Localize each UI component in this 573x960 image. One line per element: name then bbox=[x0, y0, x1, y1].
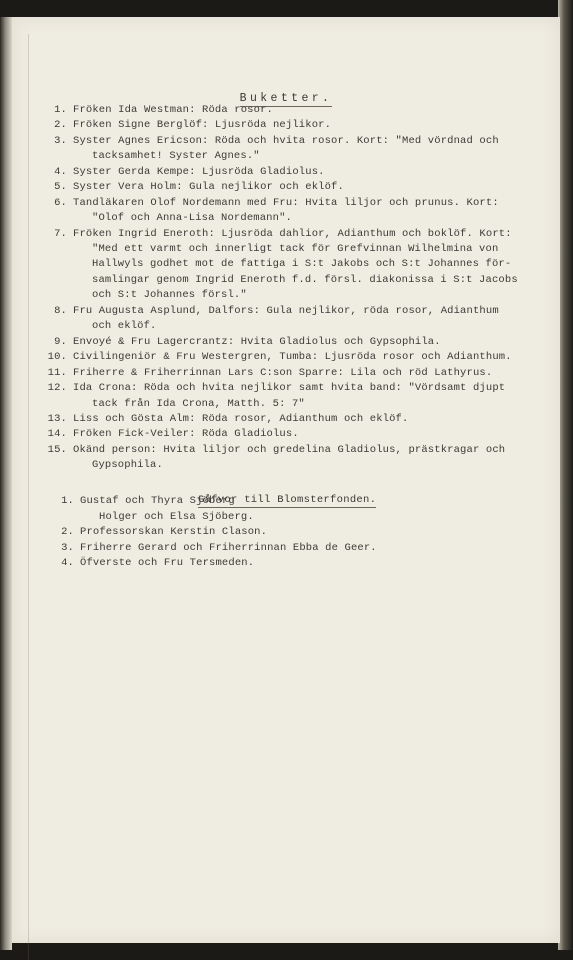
bouquet-entry-number: 14. bbox=[47, 428, 67, 441]
scan-top-edge bbox=[0, 0, 573, 17]
bouquet-entry-line: Fröken Signe Berglöf: Ljusröda nejlikor. bbox=[73, 119, 332, 132]
bouquet-entry-line: Hallwyls godhet mot de fattiga i S:t Jakobs och S:t Johannes för- bbox=[92, 258, 512, 271]
gift-entry-number: 2. bbox=[61, 526, 74, 538]
bouquet-entry-line: "Med ett varmt och innerligt tack för Grefvinnan Wilhelmina von bbox=[92, 243, 499, 256]
bouquet-entry-line: Envoyé & Fru Lagercrantz: Hvita Gladiolus och Gypsophila. bbox=[73, 335, 441, 348]
bouquet-entry-number: 1. bbox=[54, 104, 67, 116]
gift-entry-line: Holger och Elsa Sjöberg. bbox=[99, 510, 254, 523]
bouquet-entry-line: Fru Augusta Asplund, Dalfors: Gula nejlikor, röda rosor, Adianthum bbox=[73, 304, 499, 317]
gift-entry-number: 1. bbox=[61, 495, 74, 507]
bouquet-entry-line: Syster Agnes Ericson: Röda och hvita rosor. Kort: "Med vördnad och bbox=[73, 134, 499, 147]
gift-entry-number: 4. bbox=[61, 557, 74, 569]
gift-entry-line: Gustaf och Thyra Sjöberg bbox=[80, 495, 235, 507]
bouquet-entry-line: Gypsophila. bbox=[92, 459, 163, 472]
bouquet-entry-line: Fröken Fick-Veiler: Röda Gladiolus. bbox=[73, 428, 299, 441]
bouquet-entry-line: Tandläkaren Olof Nordemann med Fru: Hvita liljor och prunus. Kort: bbox=[73, 196, 499, 209]
document-page bbox=[12, 17, 560, 943]
bouquet-entry-line: Syster Gerda Kempe: Ljusröda Gladiolus. bbox=[73, 165, 325, 178]
bouquet-entry-line: samlingar genom Ingrid Eneroth f.d. försl. diakonissa i S:t Jacobs bbox=[92, 273, 518, 286]
bouquet-entry-line: Civilingeniör & Fru Westergren, Tumba: Ljusröda rosor och Adianthum. bbox=[73, 351, 512, 364]
binding-line bbox=[28, 34, 29, 960]
bouquet-entry-number: 5. bbox=[54, 181, 67, 194]
gift-entry-line: Öfverste och Fru Tersmeden. bbox=[80, 557, 255, 569]
gift-entry-number: 3. bbox=[61, 541, 74, 554]
scan-right-edge bbox=[558, 0, 573, 950]
bouquet-entry-line: "Olof och Anna-Lisa Nordemann". bbox=[92, 212, 292, 225]
bouquet-entry-number: 12. bbox=[47, 382, 67, 395]
bouquet-entry-line: Syster Vera Holm: Gula nejlikor och eklöf. bbox=[73, 181, 344, 194]
bouquet-entry-line: tacksamhet! Syster Agnes." bbox=[92, 150, 260, 163]
bouquet-entry-number: 15. bbox=[47, 443, 67, 456]
bouquet-entry-number: 6. bbox=[54, 196, 67, 209]
bouquet-entry-number: 7. bbox=[54, 227, 67, 240]
bouquet-entry-number: 3. bbox=[54, 134, 67, 147]
bouquet-entry-line: Friherre & Friherrinnan Lars C:son Sparre: Lila och röd Lathyrus. bbox=[73, 366, 493, 379]
bouquet-entry-number: 11. bbox=[47, 366, 67, 379]
bouquet-entry-number: 10. bbox=[47, 351, 67, 364]
bouquet-entry-line: och eklöf. bbox=[92, 320, 157, 333]
bouquet-entry-number: 9. bbox=[54, 335, 67, 348]
bouquet-entry-number: 2. bbox=[54, 119, 67, 132]
bouquet-entry-number: 13. bbox=[47, 413, 67, 425]
bouquet-entry-line: och S:t Johannes försl." bbox=[92, 289, 247, 302]
bouquet-entry-line: Okänd person: Hvita liljor och gredelina Gladiolus, prästkragar och bbox=[73, 443, 506, 456]
bouquet-entry-line: Fröken Ida Westman: Röda rosor. bbox=[73, 104, 273, 116]
scan-left-edge bbox=[0, 17, 12, 950]
gift-entry-line: Professorskan Kerstin Clason. bbox=[80, 526, 268, 538]
bouquet-entry-line: Ida Crona: Röda och hvita nejlikor samt hvita band: "Vördsamt djupt bbox=[73, 382, 506, 395]
bouquet-entry-number: 8. bbox=[54, 304, 67, 317]
bouquet-entry-number: 4. bbox=[54, 165, 67, 178]
bouquet-entry-line: tack från Ida Crona, Matth. 5: 7" bbox=[92, 397, 305, 410]
bouquet-entry-line: Liss och Gösta Alm: Röda rosor, Adianthum och eklöf. bbox=[73, 413, 409, 425]
page-title-text: Buketter. bbox=[239, 92, 333, 105]
gift-entry-line: Friherre Gerard och Friherrinnan Ebba de Geer. bbox=[80, 541, 377, 554]
bouquet-entry-line: Fröken Ingrid Eneroth: Ljusröda dahlior, Adianthum och boklöf. Kort: bbox=[73, 227, 512, 240]
gifts-title-text: Gåfvor till Blomsterfonden. bbox=[198, 494, 377, 506]
